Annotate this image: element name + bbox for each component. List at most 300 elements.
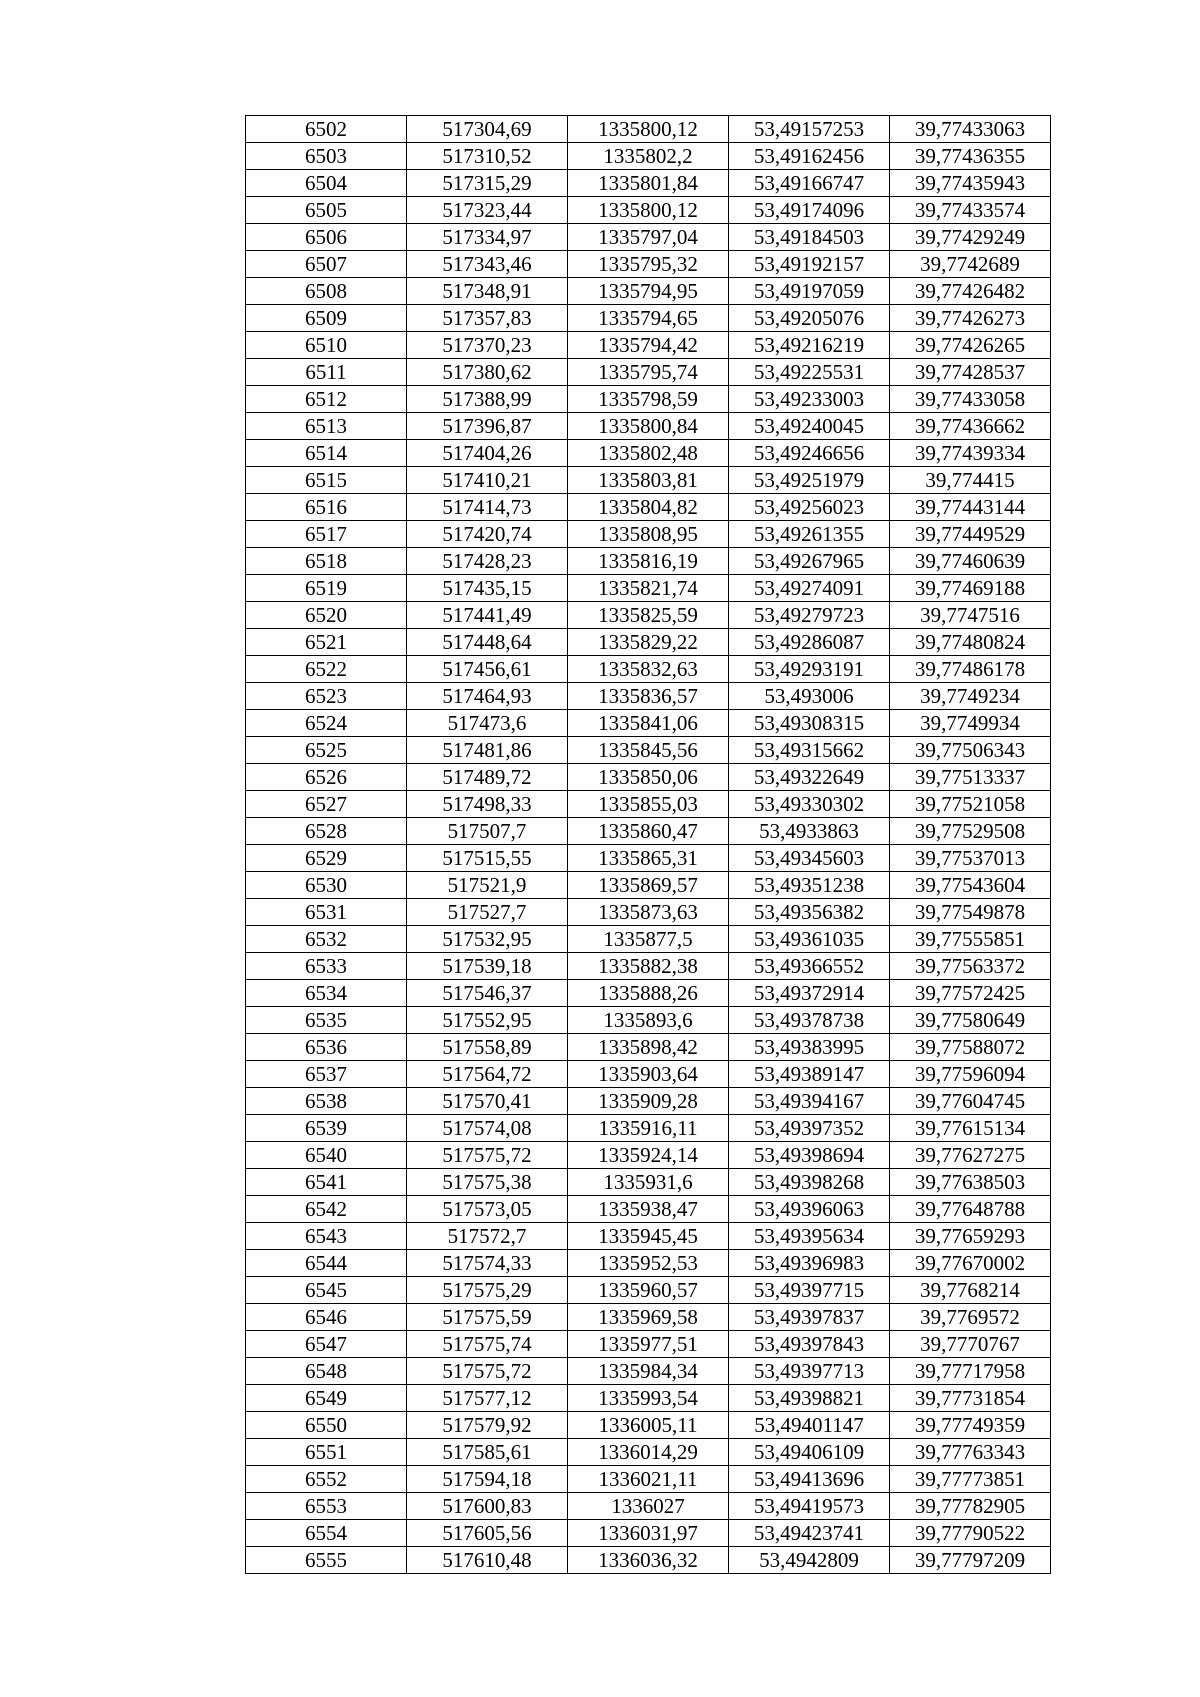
longitude-cell: 39,77449529	[890, 521, 1051, 548]
table-row	[246, 656, 1051, 683]
table-row	[246, 764, 1051, 791]
longitude-cell: 39,77627275	[890, 1142, 1051, 1169]
latitude-cell: 53,49192157	[729, 251, 890, 278]
point-number-cell: 6502	[246, 116, 407, 143]
x-coordinate-cell: 517315,29	[407, 170, 568, 197]
x-coordinate-cell: 517585,61	[407, 1439, 568, 1466]
x-coordinate-cell: 517388,99	[407, 386, 568, 413]
x-coordinate-cell: 517577,12	[407, 1385, 568, 1412]
latitude-cell: 53,49233003	[729, 386, 890, 413]
longitude-cell: 39,77563372	[890, 953, 1051, 980]
y-coordinate-cell: 1335924,14	[568, 1142, 729, 1169]
latitude-cell: 53,49397837	[729, 1304, 890, 1331]
latitude-cell: 53,49240045	[729, 413, 890, 440]
x-coordinate-cell: 517575,59	[407, 1304, 568, 1331]
table-row	[246, 1466, 1051, 1493]
longitude-cell: 39,77588072	[890, 1034, 1051, 1061]
y-coordinate-cell: 1335795,74	[568, 359, 729, 386]
longitude-cell: 39,77426482	[890, 278, 1051, 305]
longitude-cell: 39,77572425	[890, 980, 1051, 1007]
table-row	[246, 737, 1051, 764]
latitude-cell: 53,49361035	[729, 926, 890, 953]
x-coordinate-cell: 517558,89	[407, 1034, 568, 1061]
table-row	[246, 1358, 1051, 1385]
point-number-cell: 6539	[246, 1115, 407, 1142]
point-number-cell: 6534	[246, 980, 407, 1007]
longitude-cell: 39,7769572	[890, 1304, 1051, 1331]
longitude-cell: 39,77797209	[890, 1547, 1051, 1574]
y-coordinate-cell: 1335800,12	[568, 197, 729, 224]
point-number-cell: 6520	[246, 602, 407, 629]
y-coordinate-cell: 1335993,54	[568, 1385, 729, 1412]
y-coordinate-cell: 1335960,57	[568, 1277, 729, 1304]
y-coordinate-cell: 1335888,26	[568, 980, 729, 1007]
y-coordinate-cell: 1335794,65	[568, 305, 729, 332]
table-row	[246, 1304, 1051, 1331]
longitude-cell: 39,77443144	[890, 494, 1051, 521]
latitude-cell: 53,49372914	[729, 980, 890, 1007]
longitude-cell: 39,77429249	[890, 224, 1051, 251]
point-number-cell: 6543	[246, 1223, 407, 1250]
point-number-cell: 6517	[246, 521, 407, 548]
x-coordinate-cell: 517420,74	[407, 521, 568, 548]
point-number-cell: 6542	[246, 1196, 407, 1223]
x-coordinate-cell: 517507,7	[407, 818, 568, 845]
x-coordinate-cell: 517575,72	[407, 1358, 568, 1385]
point-number-cell: 6536	[246, 1034, 407, 1061]
x-coordinate-cell: 517404,26	[407, 440, 568, 467]
point-number-cell: 6545	[246, 1277, 407, 1304]
latitude-cell: 53,49184503	[729, 224, 890, 251]
y-coordinate-cell: 1335804,82	[568, 494, 729, 521]
point-number-cell: 6546	[246, 1304, 407, 1331]
point-number-cell: 6555	[246, 1547, 407, 1574]
coordinates-table	[245, 115, 1051, 1574]
x-coordinate-cell: 517546,37	[407, 980, 568, 1007]
longitude-cell: 39,7747516	[890, 602, 1051, 629]
table-row	[246, 1493, 1051, 1520]
latitude-cell: 53,49174096	[729, 197, 890, 224]
latitude-cell: 53,49397352	[729, 1115, 890, 1142]
longitude-cell: 39,77659293	[890, 1223, 1051, 1250]
point-number-cell: 6518	[246, 548, 407, 575]
y-coordinate-cell: 1335801,84	[568, 170, 729, 197]
y-coordinate-cell: 1335841,06	[568, 710, 729, 737]
y-coordinate-cell: 1335893,6	[568, 1007, 729, 1034]
y-coordinate-cell: 1335836,57	[568, 683, 729, 710]
longitude-cell: 39,77469188	[890, 575, 1051, 602]
y-coordinate-cell: 1335800,12	[568, 116, 729, 143]
latitude-cell: 53,49423741	[729, 1520, 890, 1547]
latitude-cell: 53,49396983	[729, 1250, 890, 1277]
x-coordinate-cell: 517435,15	[407, 575, 568, 602]
table-row	[246, 629, 1051, 656]
point-number-cell: 6544	[246, 1250, 407, 1277]
longitude-cell: 39,77763343	[890, 1439, 1051, 1466]
x-coordinate-cell: 517370,23	[407, 332, 568, 359]
y-coordinate-cell: 1335869,57	[568, 872, 729, 899]
x-coordinate-cell: 517489,72	[407, 764, 568, 791]
x-coordinate-cell: 517605,56	[407, 1520, 568, 1547]
longitude-cell: 39,77543604	[890, 872, 1051, 899]
point-number-cell: 6528	[246, 818, 407, 845]
longitude-cell: 39,77648788	[890, 1196, 1051, 1223]
point-number-cell: 6548	[246, 1358, 407, 1385]
table-row	[246, 467, 1051, 494]
longitude-cell: 39,77773851	[890, 1466, 1051, 1493]
point-number-cell: 6547	[246, 1331, 407, 1358]
latitude-cell: 53,49267965	[729, 548, 890, 575]
point-number-cell: 6527	[246, 791, 407, 818]
table-row	[246, 872, 1051, 899]
longitude-cell: 39,77433063	[890, 116, 1051, 143]
table-row	[246, 953, 1051, 980]
y-coordinate-cell: 1336005,11	[568, 1412, 729, 1439]
y-coordinate-cell: 1335969,58	[568, 1304, 729, 1331]
longitude-cell: 39,77439334	[890, 440, 1051, 467]
point-number-cell: 6537	[246, 1061, 407, 1088]
latitude-cell: 53,49395634	[729, 1223, 890, 1250]
table-row	[246, 791, 1051, 818]
point-number-cell: 6553	[246, 1493, 407, 1520]
y-coordinate-cell: 1335865,31	[568, 845, 729, 872]
table-row	[246, 359, 1051, 386]
coordinates-table-body	[246, 116, 1051, 1574]
table-row	[246, 224, 1051, 251]
point-number-cell: 6510	[246, 332, 407, 359]
y-coordinate-cell: 1336036,32	[568, 1547, 729, 1574]
x-coordinate-cell: 517428,23	[407, 548, 568, 575]
longitude-cell: 39,77638503	[890, 1169, 1051, 1196]
point-number-cell: 6521	[246, 629, 407, 656]
longitude-cell: 39,77433574	[890, 197, 1051, 224]
latitude-cell: 53,49251979	[729, 467, 890, 494]
longitude-cell: 39,77513337	[890, 764, 1051, 791]
point-number-cell: 6551	[246, 1439, 407, 1466]
y-coordinate-cell: 1335816,19	[568, 548, 729, 575]
latitude-cell: 53,49162456	[729, 143, 890, 170]
table-row	[246, 1142, 1051, 1169]
longitude-cell: 39,77790522	[890, 1520, 1051, 1547]
point-number-cell: 6506	[246, 224, 407, 251]
table-row	[246, 494, 1051, 521]
point-number-cell: 6535	[246, 1007, 407, 1034]
latitude-cell: 53,493006	[729, 683, 890, 710]
table-row	[246, 683, 1051, 710]
latitude-cell: 53,49322649	[729, 764, 890, 791]
point-number-cell: 6511	[246, 359, 407, 386]
y-coordinate-cell: 1335845,56	[568, 737, 729, 764]
table-row	[246, 1547, 1051, 1574]
latitude-cell: 53,49345603	[729, 845, 890, 872]
point-number-cell: 6541	[246, 1169, 407, 1196]
point-number-cell: 6524	[246, 710, 407, 737]
latitude-cell: 53,49261355	[729, 521, 890, 548]
x-coordinate-cell: 517574,08	[407, 1115, 568, 1142]
x-coordinate-cell: 517410,21	[407, 467, 568, 494]
table-row	[246, 440, 1051, 467]
y-coordinate-cell: 1335825,59	[568, 602, 729, 629]
table-row	[246, 332, 1051, 359]
y-coordinate-cell: 1335977,51	[568, 1331, 729, 1358]
y-coordinate-cell: 1335832,63	[568, 656, 729, 683]
point-number-cell: 6512	[246, 386, 407, 413]
x-coordinate-cell: 517575,38	[407, 1169, 568, 1196]
latitude-cell: 53,49389147	[729, 1061, 890, 1088]
x-coordinate-cell: 517498,33	[407, 791, 568, 818]
table-row	[246, 1385, 1051, 1412]
x-coordinate-cell: 517521,9	[407, 872, 568, 899]
longitude-cell: 39,77717958	[890, 1358, 1051, 1385]
table-row	[246, 926, 1051, 953]
point-number-cell: 6505	[246, 197, 407, 224]
latitude-cell: 53,49205076	[729, 305, 890, 332]
x-coordinate-cell: 517456,61	[407, 656, 568, 683]
y-coordinate-cell: 1335931,6	[568, 1169, 729, 1196]
point-number-cell: 6523	[246, 683, 407, 710]
point-number-cell: 6522	[246, 656, 407, 683]
y-coordinate-cell: 1335829,22	[568, 629, 729, 656]
table-row	[246, 1439, 1051, 1466]
latitude-cell: 53,49398268	[729, 1169, 890, 1196]
latitude-cell: 53,49397843	[729, 1331, 890, 1358]
x-coordinate-cell: 517573,05	[407, 1196, 568, 1223]
y-coordinate-cell: 1336031,97	[568, 1520, 729, 1547]
latitude-cell: 53,49315662	[729, 737, 890, 764]
table-row	[246, 1196, 1051, 1223]
table-row	[246, 1115, 1051, 1142]
x-coordinate-cell: 517464,93	[407, 683, 568, 710]
y-coordinate-cell: 1335909,28	[568, 1088, 729, 1115]
y-coordinate-cell: 1335803,81	[568, 467, 729, 494]
point-number-cell: 6529	[246, 845, 407, 872]
longitude-cell: 39,77506343	[890, 737, 1051, 764]
longitude-cell: 39,77529508	[890, 818, 1051, 845]
longitude-cell: 39,7749234	[890, 683, 1051, 710]
table-row	[246, 1277, 1051, 1304]
y-coordinate-cell: 1335821,74	[568, 575, 729, 602]
table-row	[246, 413, 1051, 440]
point-number-cell: 6508	[246, 278, 407, 305]
longitude-cell: 39,77604745	[890, 1088, 1051, 1115]
table-row	[246, 170, 1051, 197]
longitude-cell: 39,774415	[890, 467, 1051, 494]
latitude-cell: 53,49216219	[729, 332, 890, 359]
latitude-cell: 53,49274091	[729, 575, 890, 602]
latitude-cell: 53,49378738	[729, 1007, 890, 1034]
table-row	[246, 602, 1051, 629]
x-coordinate-cell: 517310,52	[407, 143, 568, 170]
x-coordinate-cell: 517348,91	[407, 278, 568, 305]
x-coordinate-cell: 517532,95	[407, 926, 568, 953]
longitude-cell: 39,7749934	[890, 710, 1051, 737]
x-coordinate-cell: 517343,46	[407, 251, 568, 278]
longitude-cell: 39,77460639	[890, 548, 1051, 575]
latitude-cell: 53,4942809	[729, 1547, 890, 1574]
longitude-cell: 39,77749359	[890, 1412, 1051, 1439]
latitude-cell: 53,49256023	[729, 494, 890, 521]
table-row	[246, 845, 1051, 872]
x-coordinate-cell: 517570,41	[407, 1088, 568, 1115]
y-coordinate-cell: 1335800,84	[568, 413, 729, 440]
table-row	[246, 521, 1051, 548]
longitude-cell: 39,77426273	[890, 305, 1051, 332]
longitude-cell: 39,77426265	[890, 332, 1051, 359]
y-coordinate-cell: 1335945,45	[568, 1223, 729, 1250]
y-coordinate-cell: 1335797,04	[568, 224, 729, 251]
table-row	[246, 305, 1051, 332]
point-number-cell: 6552	[246, 1466, 407, 1493]
x-coordinate-cell: 517594,18	[407, 1466, 568, 1493]
table-row	[246, 548, 1051, 575]
y-coordinate-cell: 1335938,47	[568, 1196, 729, 1223]
x-coordinate-cell: 517552,95	[407, 1007, 568, 1034]
table-row	[246, 278, 1051, 305]
x-coordinate-cell: 517575,72	[407, 1142, 568, 1169]
x-coordinate-cell: 517304,69	[407, 116, 568, 143]
longitude-cell: 39,77731854	[890, 1385, 1051, 1412]
point-number-cell: 6531	[246, 899, 407, 926]
x-coordinate-cell: 517473,6	[407, 710, 568, 737]
x-coordinate-cell: 517600,83	[407, 1493, 568, 1520]
y-coordinate-cell: 1335877,5	[568, 926, 729, 953]
latitude-cell: 53,49166747	[729, 170, 890, 197]
latitude-cell: 53,49308315	[729, 710, 890, 737]
latitude-cell: 53,49394167	[729, 1088, 890, 1115]
latitude-cell: 53,49397715	[729, 1277, 890, 1304]
y-coordinate-cell: 1335903,64	[568, 1061, 729, 1088]
y-coordinate-cell: 1335795,32	[568, 251, 729, 278]
point-number-cell: 6554	[246, 1520, 407, 1547]
longitude-cell: 39,77537013	[890, 845, 1051, 872]
y-coordinate-cell: 1335794,42	[568, 332, 729, 359]
table-row	[246, 116, 1051, 143]
x-coordinate-cell: 517579,92	[407, 1412, 568, 1439]
x-coordinate-cell: 517481,86	[407, 737, 568, 764]
table-row	[246, 1169, 1051, 1196]
x-coordinate-cell: 517572,7	[407, 1223, 568, 1250]
latitude-cell: 53,49419573	[729, 1493, 890, 1520]
latitude-cell: 53,49246656	[729, 440, 890, 467]
y-coordinate-cell: 1335984,34	[568, 1358, 729, 1385]
point-number-cell: 6519	[246, 575, 407, 602]
x-coordinate-cell: 517396,87	[407, 413, 568, 440]
table-row	[246, 575, 1051, 602]
longitude-cell: 39,77521058	[890, 791, 1051, 818]
longitude-cell: 39,77580649	[890, 1007, 1051, 1034]
table-row	[246, 1061, 1051, 1088]
x-coordinate-cell: 517575,74	[407, 1331, 568, 1358]
latitude-cell: 53,49279723	[729, 602, 890, 629]
point-number-cell: 6538	[246, 1088, 407, 1115]
table-row	[246, 197, 1051, 224]
y-coordinate-cell: 1335952,53	[568, 1250, 729, 1277]
longitude-cell: 39,77435943	[890, 170, 1051, 197]
y-coordinate-cell: 1335802,2	[568, 143, 729, 170]
latitude-cell: 53,49397713	[729, 1358, 890, 1385]
table-row	[246, 1007, 1051, 1034]
y-coordinate-cell: 1335855,03	[568, 791, 729, 818]
table-row	[246, 980, 1051, 1007]
point-number-cell: 6549	[246, 1385, 407, 1412]
latitude-cell: 53,49356382	[729, 899, 890, 926]
x-coordinate-cell: 517575,29	[407, 1277, 568, 1304]
longitude-cell: 39,77555851	[890, 926, 1051, 953]
longitude-cell: 39,7768214	[890, 1277, 1051, 1304]
y-coordinate-cell: 1336014,29	[568, 1439, 729, 1466]
y-coordinate-cell: 1335802,48	[568, 440, 729, 467]
x-coordinate-cell: 517441,49	[407, 602, 568, 629]
y-coordinate-cell: 1335860,47	[568, 818, 729, 845]
latitude-cell: 53,49383995	[729, 1034, 890, 1061]
latitude-cell: 53,49406109	[729, 1439, 890, 1466]
table-row	[246, 1520, 1051, 1547]
table-row	[246, 1412, 1051, 1439]
point-number-cell: 6550	[246, 1412, 407, 1439]
table-row	[246, 818, 1051, 845]
y-coordinate-cell: 1336021,11	[568, 1466, 729, 1493]
longitude-cell: 39,77436662	[890, 413, 1051, 440]
point-number-cell: 6503	[246, 143, 407, 170]
point-number-cell: 6515	[246, 467, 407, 494]
latitude-cell: 53,49351238	[729, 872, 890, 899]
longitude-cell: 39,77782905	[890, 1493, 1051, 1520]
table-row	[246, 251, 1051, 278]
point-number-cell: 6516	[246, 494, 407, 521]
x-coordinate-cell: 517574,33	[407, 1250, 568, 1277]
y-coordinate-cell: 1335916,11	[568, 1115, 729, 1142]
latitude-cell: 53,49157253	[729, 116, 890, 143]
longitude-cell: 39,77670002	[890, 1250, 1051, 1277]
point-number-cell: 6525	[246, 737, 407, 764]
latitude-cell: 53,49286087	[729, 629, 890, 656]
latitude-cell: 53,4933863	[729, 818, 890, 845]
point-number-cell: 6526	[246, 764, 407, 791]
x-coordinate-cell: 517610,48	[407, 1547, 568, 1574]
point-number-cell: 6504	[246, 170, 407, 197]
point-number-cell: 6530	[246, 872, 407, 899]
y-coordinate-cell: 1335794,95	[568, 278, 729, 305]
point-number-cell: 6513	[246, 413, 407, 440]
x-coordinate-cell: 517527,7	[407, 899, 568, 926]
longitude-cell: 39,7742689	[890, 251, 1051, 278]
y-coordinate-cell: 1335850,06	[568, 764, 729, 791]
x-coordinate-cell: 517380,62	[407, 359, 568, 386]
latitude-cell: 53,49366552	[729, 953, 890, 980]
latitude-cell: 53,49401147	[729, 1412, 890, 1439]
x-coordinate-cell: 517323,44	[407, 197, 568, 224]
y-coordinate-cell: 1336027	[568, 1493, 729, 1520]
latitude-cell: 53,49396063	[729, 1196, 890, 1223]
latitude-cell: 53,49225531	[729, 359, 890, 386]
point-number-cell: 6540	[246, 1142, 407, 1169]
x-coordinate-cell: 517357,83	[407, 305, 568, 332]
table-row	[246, 899, 1051, 926]
table-row	[246, 386, 1051, 413]
longitude-cell: 39,77549878	[890, 899, 1051, 926]
latitude-cell: 53,49197059	[729, 278, 890, 305]
longitude-cell: 39,77596094	[890, 1061, 1051, 1088]
point-number-cell: 6507	[246, 251, 407, 278]
point-number-cell: 6532	[246, 926, 407, 953]
latitude-cell: 53,49398821	[729, 1385, 890, 1412]
longitude-cell: 39,77486178	[890, 656, 1051, 683]
y-coordinate-cell: 1335882,38	[568, 953, 729, 980]
x-coordinate-cell: 517448,64	[407, 629, 568, 656]
y-coordinate-cell: 1335898,42	[568, 1034, 729, 1061]
latitude-cell: 53,49398694	[729, 1142, 890, 1169]
y-coordinate-cell: 1335808,95	[568, 521, 729, 548]
